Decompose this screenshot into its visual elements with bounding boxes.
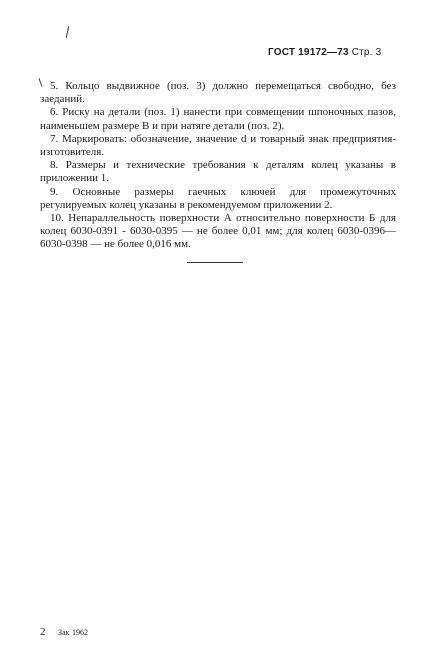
paragraph <box>40 212 396 252</box>
paragraph-number: 10. <box>50 212 64 225</box>
paragraph <box>40 80 396 106</box>
page-number: 2 <box>40 626 46 638</box>
paragraph-text: Риску на детали (поз. 1) нанести при совмещении шпоночных пазов, наименьшем размере В и при натяге детали (поз. 2). <box>40 106 396 132</box>
paragraph-text: Непараллельность поверхности А относительно поверхности Б для колец 6030-0391 - 6030-0395 — не более 0,01 мм; для колец 6030-0396—6030-0398 — не более 0,016 мм. <box>40 212 396 251</box>
order-label: Зак <box>58 628 70 637</box>
standard-number: ГОСТ 19172—73 <box>268 47 349 58</box>
paragraph <box>40 186 396 212</box>
body-text <box>40 80 396 252</box>
page-footer <box>40 626 88 638</box>
paragraph-text: Основные размеры гаечных ключей для промежуточных регулируемых колец указаны в рекомендуемом приложении 2. <box>40 185 396 211</box>
page-header <box>268 47 392 58</box>
paragraph-number: 5. <box>50 80 59 92</box>
paragraph <box>40 106 396 132</box>
paragraph-number: 7. <box>50 132 59 145</box>
paragraph-number: 8. <box>50 159 59 172</box>
paragraph-text: Маркировать: обозначение, значение d и товарный знак предприятия-изготовителя. <box>40 132 397 159</box>
section-divider <box>187 262 243 263</box>
stray-mark <box>66 26 69 38</box>
paragraph-text: Кольцо выдвижное (поз. 3) должно перемещаться свободно, без заеданий. <box>40 80 396 106</box>
paragraph-number: 9. <box>50 185 59 198</box>
paragraph-text: Размеры и технические требования к деталям колец указаны в приложении 1. <box>40 159 396 185</box>
paragraph <box>40 133 396 159</box>
page-label: Стр. 3 <box>351 47 382 58</box>
paragraph <box>40 159 396 185</box>
order-number: 1962 <box>71 628 88 637</box>
paragraph-number: 6. <box>50 106 59 119</box>
